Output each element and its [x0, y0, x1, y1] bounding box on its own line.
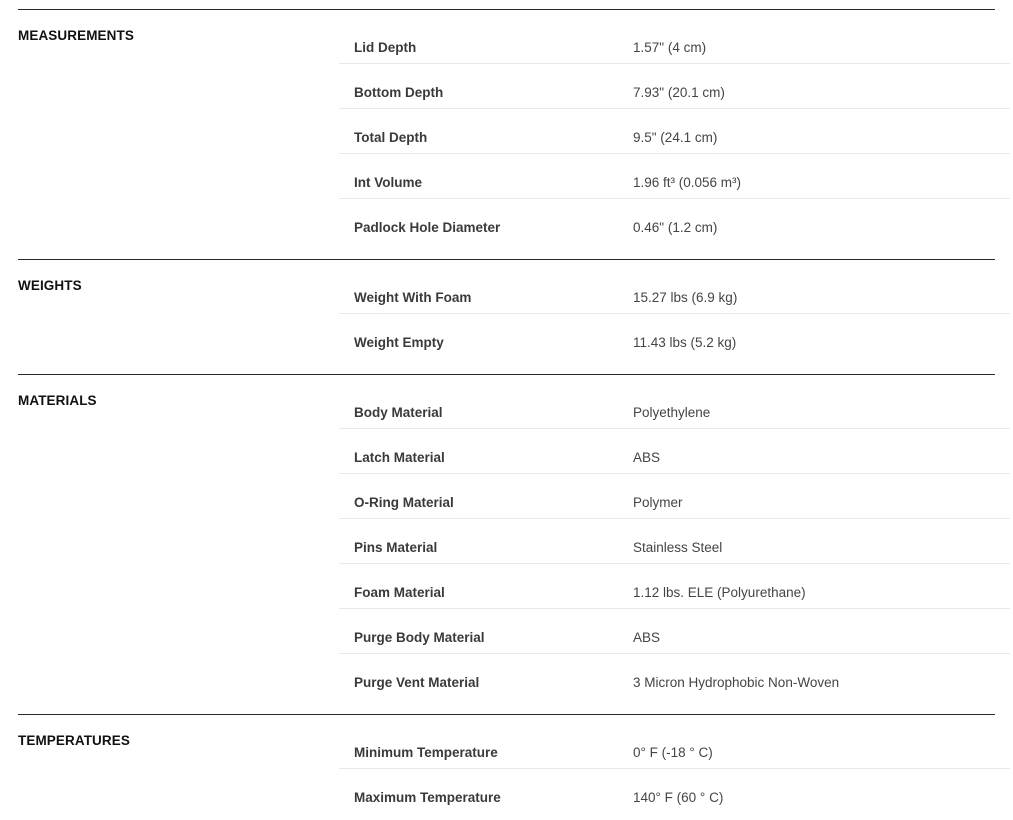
- spec-value: 1.12 lbs. ELE (Polyurethane): [633, 585, 806, 600]
- section-title: MATERIALS: [18, 393, 97, 408]
- spec-label: Weight Empty: [354, 335, 444, 350]
- spec-row: [339, 564, 1010, 609]
- spec-label: Int Volume: [354, 175, 423, 190]
- spec-row: [339, 314, 1010, 359]
- spec-label: Total Depth: [354, 130, 428, 145]
- section-title: TEMPERATURES: [18, 733, 130, 748]
- spec-value: 1.96 ft³ (0.056 m³): [633, 175, 742, 190]
- spec-value: ABS: [633, 630, 661, 645]
- spec-row: [339, 429, 1010, 474]
- spec-value: 11.43 lbs (5.2 kg): [633, 335, 737, 350]
- spec-row: [339, 769, 1010, 814]
- spec-value: 7.93" (20.1 cm): [633, 85, 725, 100]
- spec-row: [339, 19, 1010, 64]
- spec-row: [339, 474, 1010, 519]
- spec-label: Lid Depth: [354, 40, 417, 55]
- spec-label: Weight With Foam: [354, 290, 472, 305]
- spec-value: 140° F (60 ° C): [633, 790, 724, 805]
- spec-label: Foam Material: [354, 585, 445, 600]
- section-divider: [18, 374, 995, 375]
- spec-value: 15.27 lbs (6.9 kg): [633, 290, 738, 305]
- spec-row: [339, 64, 1010, 109]
- spec-label: Purge Body Material: [354, 630, 485, 645]
- section-title: WEIGHTS: [18, 278, 82, 293]
- spec-row: [339, 154, 1010, 199]
- spec-row: [339, 269, 1010, 314]
- spec-list: [339, 724, 1010, 814]
- section-divider: [18, 259, 995, 260]
- spec-row: [339, 609, 1010, 654]
- spec-list: [339, 19, 1010, 244]
- spec-row: [339, 199, 1010, 244]
- spec-row: [339, 724, 1010, 769]
- spec-label: Padlock Hole Diameter: [354, 220, 501, 235]
- spec-value: 3 Micron Hydrophobic Non-Woven: [633, 675, 840, 690]
- section-divider: [18, 714, 995, 715]
- section-title: MEASUREMENTS: [18, 28, 134, 43]
- spec-value: 0° F (-18 ° C): [633, 745, 713, 760]
- spec-label: Body Material: [354, 405, 443, 420]
- spec-row: [339, 654, 1010, 699]
- spec-row: [339, 109, 1010, 154]
- spec-value: Stainless Steel: [633, 540, 723, 555]
- spec-value: 0.46" (1.2 cm): [633, 220, 718, 235]
- spec-label: Latch Material: [354, 450, 445, 465]
- spec-list: [339, 384, 1010, 699]
- section-divider: [18, 9, 995, 10]
- spec-label: Minimum Temperature: [354, 745, 498, 760]
- spec-label: Bottom Depth: [354, 85, 444, 100]
- spec-value: Polymer: [633, 495, 683, 510]
- spec-value: 1.57" (4 cm): [633, 40, 707, 55]
- spec-row: [339, 384, 1010, 429]
- spec-value: ABS: [633, 450, 661, 465]
- spec-row: [339, 519, 1010, 564]
- spec-label: Maximum Temperature: [354, 790, 501, 805]
- spec-list: [339, 269, 1010, 359]
- spec-value: 9.5" (24.1 cm): [633, 130, 718, 145]
- spec-label: O-Ring Material: [354, 495, 454, 510]
- spec-label: Pins Material: [354, 540, 438, 555]
- spec-value: Polyethylene: [633, 405, 711, 420]
- spec-label: Purge Vent Material: [354, 675, 480, 690]
